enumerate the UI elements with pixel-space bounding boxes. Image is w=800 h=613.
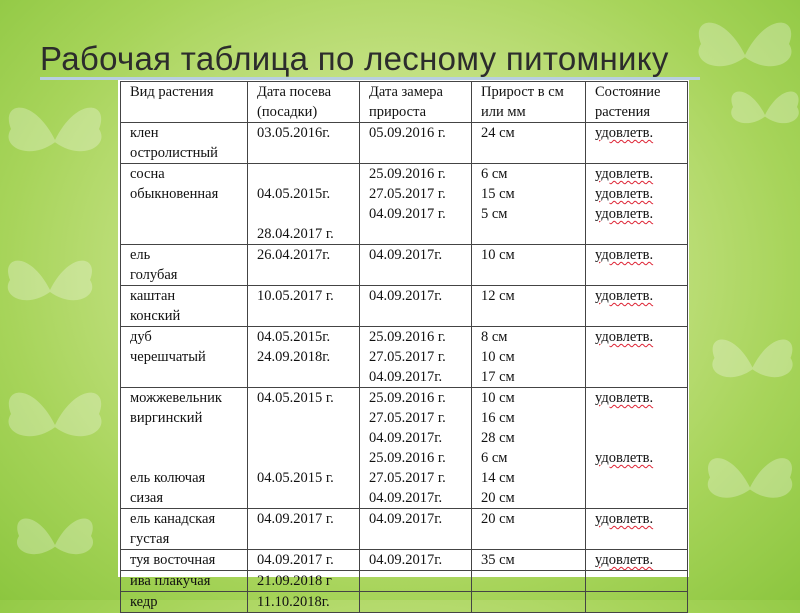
cell-line xyxy=(130,468,247,488)
cell-text: 04.05.2015 г. xyxy=(257,470,334,486)
cell-text: 35 см xyxy=(481,552,515,568)
cell-line xyxy=(257,204,359,224)
cell-line xyxy=(257,388,359,408)
growth-cell xyxy=(472,245,586,286)
cell-line xyxy=(595,408,687,428)
growth-cell xyxy=(472,571,586,592)
sow-date-cell xyxy=(248,550,360,571)
cell-text: 04.09.2017 г. xyxy=(257,552,334,568)
growth-cell xyxy=(472,164,586,245)
state-cell xyxy=(586,327,688,388)
cell-line xyxy=(481,184,585,204)
column-header xyxy=(248,82,360,123)
cell-line xyxy=(369,184,471,204)
cell-line xyxy=(257,82,359,102)
cell-line xyxy=(369,468,471,488)
measure-date-cell xyxy=(360,245,472,286)
cell-line xyxy=(481,448,585,468)
cell-line xyxy=(130,408,247,428)
cell-text: обыкновенная xyxy=(130,186,219,202)
cell-text: 04.09.2017г. xyxy=(369,552,443,568)
cell-line xyxy=(130,592,247,612)
column-header xyxy=(121,82,248,123)
cell-line xyxy=(257,448,359,468)
cell-line xyxy=(595,204,687,224)
sow-date-cell xyxy=(248,388,360,509)
measure-date-cell xyxy=(360,327,472,388)
cell-line xyxy=(130,143,247,163)
cell-text: 12 см xyxy=(481,288,515,304)
cell-line xyxy=(369,164,471,184)
cell-line xyxy=(130,347,247,367)
cell-text: 04.09.2017г. xyxy=(369,511,443,527)
cell-line xyxy=(481,367,585,387)
growth-cell xyxy=(472,123,586,164)
cell-text: (посадки) xyxy=(257,104,318,120)
sow-date-cell xyxy=(248,571,360,592)
cell-text: сизая xyxy=(130,490,164,506)
cell-line xyxy=(130,164,247,184)
cell-line xyxy=(481,509,585,529)
nursery-table xyxy=(120,81,688,613)
cell-text: ель канадская xyxy=(130,511,216,527)
cell-line xyxy=(257,347,359,367)
measure-date-cell xyxy=(360,388,472,509)
cell-line xyxy=(130,82,247,102)
cell-text: растения xyxy=(595,104,651,120)
cell-line xyxy=(595,286,687,306)
state-text: удовлетв. xyxy=(595,186,654,202)
cell-line xyxy=(595,388,687,408)
cell-line xyxy=(595,184,687,204)
cell-line xyxy=(369,327,471,347)
table-row xyxy=(121,509,688,550)
cell-text: 14 см xyxy=(481,470,515,486)
cell-line xyxy=(369,408,471,428)
plant-cell xyxy=(121,509,248,550)
measure-date-cell xyxy=(360,286,472,327)
cell-text: 04.09.2017 г. xyxy=(369,206,446,222)
cell-line xyxy=(130,388,247,408)
cell-text: 04.09.2017г. xyxy=(369,430,443,446)
state-cell xyxy=(586,571,688,592)
cell-line xyxy=(130,123,247,143)
cell-text: 04.09.2017г. xyxy=(369,369,443,385)
cell-text: Состояние xyxy=(595,84,661,100)
sow-date-cell xyxy=(248,509,360,550)
cell-line xyxy=(481,82,585,102)
cell-line xyxy=(595,82,687,102)
cell-text: 04.05.2015г. xyxy=(257,329,331,345)
cell-text: 04.05.2015 г. xyxy=(257,390,334,406)
cell-text: 8 см xyxy=(481,329,508,345)
state-cell xyxy=(586,509,688,550)
plant-cell xyxy=(121,164,248,245)
measure-date-cell xyxy=(360,509,472,550)
cell-text: ель xyxy=(130,247,151,263)
sow-date-cell xyxy=(248,286,360,327)
cell-line xyxy=(257,184,359,204)
cell-text: 21.09.2018 г xyxy=(257,573,332,589)
cell-line xyxy=(130,488,247,508)
cell-line xyxy=(257,102,359,122)
sow-date-cell xyxy=(248,164,360,245)
state-cell xyxy=(586,592,688,613)
cell-text: Дата посева xyxy=(257,84,332,100)
cell-line xyxy=(481,204,585,224)
cell-text: 27.05.2017 г. xyxy=(369,470,446,486)
cell-line xyxy=(481,102,585,122)
cell-line xyxy=(481,286,585,306)
cell-text: 27.05.2017 г. xyxy=(369,186,446,202)
cell-text: конский xyxy=(130,308,181,324)
cell-text: 11.10.2018г. xyxy=(257,594,330,610)
cell-line xyxy=(369,123,471,143)
cell-line xyxy=(369,102,471,122)
cell-line xyxy=(257,245,359,265)
state-cell xyxy=(586,245,688,286)
cell-text: 04.09.2017 г. xyxy=(257,511,334,527)
cell-text: каштан xyxy=(130,288,176,304)
cell-line xyxy=(130,327,247,347)
cell-line xyxy=(130,306,247,326)
cell-text: 04.09.2017г. xyxy=(369,247,443,263)
cell-text: 10 см xyxy=(481,349,515,365)
cell-line xyxy=(481,347,585,367)
cell-line xyxy=(595,102,687,122)
table-row xyxy=(121,245,688,286)
cell-text: густая xyxy=(130,531,170,547)
plant-cell xyxy=(121,592,248,613)
cell-text: голубая xyxy=(130,267,178,283)
state-cell xyxy=(586,164,688,245)
state-text: удовлетв. xyxy=(595,511,654,527)
cell-line xyxy=(130,529,247,549)
sow-date-cell xyxy=(248,245,360,286)
table-row xyxy=(121,327,688,388)
butterfly-decoration-icon xyxy=(0,360,110,490)
cell-text: Вид растения xyxy=(130,84,214,100)
growth-cell xyxy=(472,286,586,327)
cell-line xyxy=(130,184,247,204)
sow-date-cell xyxy=(248,123,360,164)
cell-text: 10 см xyxy=(481,390,515,406)
plant-cell xyxy=(121,327,248,388)
cell-text: Дата замера xyxy=(369,84,443,100)
cell-text: 25.09.2016 г. xyxy=(369,329,446,345)
cell-line xyxy=(369,428,471,448)
cell-line xyxy=(257,286,359,306)
cell-text: 03.05.2016г. xyxy=(257,125,331,141)
cell-text: 04.09.2017г. xyxy=(369,490,443,506)
cell-text: 04.05.2015г. xyxy=(257,186,331,202)
cell-text: 5 см xyxy=(481,206,508,222)
plant-cell xyxy=(121,123,248,164)
cell-text: 04.09.2017г. xyxy=(369,288,443,304)
growth-cell xyxy=(472,592,586,613)
sow-date-cell xyxy=(248,592,360,613)
cell-text: 24.09.2018г. xyxy=(257,349,331,365)
cell-line xyxy=(369,286,471,306)
cell-text: 28.04.2017 г. xyxy=(257,226,334,242)
cell-line xyxy=(369,82,471,102)
plant-cell xyxy=(121,286,248,327)
cell-text: 25.09.2016 г. xyxy=(369,166,446,182)
cell-line xyxy=(481,468,585,488)
cell-line xyxy=(257,224,359,244)
cell-text: 27.05.2017 г. xyxy=(369,349,446,365)
table-row xyxy=(121,592,688,613)
state-text: удовлетв. xyxy=(595,247,654,263)
cell-text: ива плакучая xyxy=(130,573,211,589)
cell-text: 20 см xyxy=(481,511,515,527)
state-cell xyxy=(586,388,688,509)
state-cell xyxy=(586,286,688,327)
cell-text: 16 см xyxy=(481,410,515,426)
cell-text: ель колючая xyxy=(130,470,206,486)
plant-cell xyxy=(121,388,248,509)
butterfly-decoration-icon xyxy=(700,440,800,535)
cell-line xyxy=(130,286,247,306)
table-row xyxy=(121,286,688,327)
cell-text: остролистный xyxy=(130,145,218,161)
cell-text: 6 см xyxy=(481,450,508,466)
cell-line xyxy=(257,571,359,591)
cell-text: 26.04.2017г. xyxy=(257,247,331,263)
cell-text: виргинский xyxy=(130,410,203,426)
cell-line xyxy=(595,509,687,529)
cell-line xyxy=(257,428,359,448)
cell-text: 25.09.2016 г. xyxy=(369,390,446,406)
cell-text: черешчатый xyxy=(130,349,206,365)
table-row xyxy=(121,550,688,571)
cell-text: туя восточная xyxy=(130,552,216,568)
cell-line xyxy=(369,488,471,508)
butterfly-decoration-icon xyxy=(0,95,110,185)
measure-date-cell xyxy=(360,571,472,592)
state-text: удовлетв. xyxy=(595,125,654,141)
state-text: удовлетв. xyxy=(595,166,654,182)
cell-text: 17 см xyxy=(481,369,515,385)
cell-line xyxy=(595,245,687,265)
state-text: удовлетв. xyxy=(595,552,654,568)
cell-text: 27.05.2017 г. xyxy=(369,410,446,426)
cell-line xyxy=(130,265,247,285)
state-text: удовлетв. xyxy=(595,329,654,345)
cell-text: дуб xyxy=(130,329,152,345)
cell-line xyxy=(369,509,471,529)
measure-date-cell xyxy=(360,164,472,245)
cell-text: 28 см xyxy=(481,430,515,446)
plant-cell xyxy=(121,550,248,571)
cell-line xyxy=(481,164,585,184)
cell-line xyxy=(369,367,471,387)
column-header xyxy=(472,82,586,123)
cell-line xyxy=(481,388,585,408)
page-title: Рабочая таблица по лесному питомнику xyxy=(40,40,669,77)
table-row xyxy=(121,123,688,164)
cell-line xyxy=(257,164,359,184)
cell-text: прироста xyxy=(369,104,427,120)
measure-date-cell xyxy=(360,123,472,164)
cell-text: можжевельник xyxy=(130,390,222,406)
cell-line xyxy=(257,468,359,488)
plant-cell xyxy=(121,245,248,286)
butterfly-decoration-icon xyxy=(705,325,800,410)
growth-cell xyxy=(472,509,586,550)
cell-line xyxy=(595,448,687,468)
cell-line xyxy=(257,327,359,347)
cell-text: сосна xyxy=(130,166,165,182)
column-header xyxy=(360,82,472,123)
cell-line xyxy=(595,327,687,347)
cell-text: 24 см xyxy=(481,125,515,141)
cell-text: кедр xyxy=(130,594,158,610)
state-text: удовлетв. xyxy=(595,450,654,466)
cell-line xyxy=(369,204,471,224)
cell-text: 25.09.2016 г. xyxy=(369,450,446,466)
butterfly-decoration-icon xyxy=(0,245,100,335)
cell-line xyxy=(257,592,359,612)
cell-line xyxy=(257,509,359,529)
cell-line xyxy=(369,388,471,408)
measure-date-cell xyxy=(360,592,472,613)
table-header-row xyxy=(121,82,688,123)
cell-line xyxy=(369,448,471,468)
cell-line xyxy=(595,164,687,184)
cell-text: 20 см xyxy=(481,490,515,506)
state-text: удовлетв. xyxy=(595,390,654,406)
cell-line xyxy=(481,327,585,347)
cell-line xyxy=(369,347,471,367)
column-header xyxy=(586,82,688,123)
butterfly-decoration-icon xyxy=(10,500,100,590)
state-cell xyxy=(586,123,688,164)
cell-line xyxy=(257,408,359,428)
table-row xyxy=(121,571,688,592)
sow-date-cell xyxy=(248,327,360,388)
cell-line xyxy=(130,448,247,468)
cell-line xyxy=(369,245,471,265)
cell-line xyxy=(257,123,359,143)
cell-text: или мм xyxy=(481,104,526,120)
cell-line xyxy=(257,550,359,570)
state-text: удовлетв. xyxy=(595,288,654,304)
growth-cell xyxy=(472,550,586,571)
cell-line xyxy=(130,509,247,529)
cell-line xyxy=(481,408,585,428)
plant-cell xyxy=(121,571,248,592)
nursery-table-sheet xyxy=(118,80,689,610)
state-text: удовлетв. xyxy=(595,206,654,222)
cell-text: Прирост в см xyxy=(481,84,564,100)
cell-line xyxy=(481,428,585,448)
cell-line xyxy=(130,550,247,570)
cell-text: 05.09.2016 г. xyxy=(369,125,446,141)
cell-text: 15 см xyxy=(481,186,515,202)
cell-text: 10 см xyxy=(481,247,515,263)
cell-line xyxy=(595,123,687,143)
cell-line xyxy=(369,550,471,570)
cell-line xyxy=(481,488,585,508)
cell-line xyxy=(481,245,585,265)
cell-text: клен xyxy=(130,125,159,141)
butterfly-decoration-icon xyxy=(725,80,800,150)
table-row xyxy=(121,164,688,245)
cell-text: 10.05.2017 г. xyxy=(257,288,334,304)
table-row xyxy=(121,388,688,509)
cell-line xyxy=(481,550,585,570)
growth-cell xyxy=(472,388,586,509)
cell-line xyxy=(130,571,247,591)
state-cell xyxy=(586,550,688,571)
measure-date-cell xyxy=(360,550,472,571)
cell-line xyxy=(595,428,687,448)
cell-line xyxy=(481,123,585,143)
cell-text: 6 см xyxy=(481,166,508,182)
cell-line xyxy=(595,550,687,570)
cell-line xyxy=(130,428,247,448)
cell-line xyxy=(130,245,247,265)
growth-cell xyxy=(472,327,586,388)
